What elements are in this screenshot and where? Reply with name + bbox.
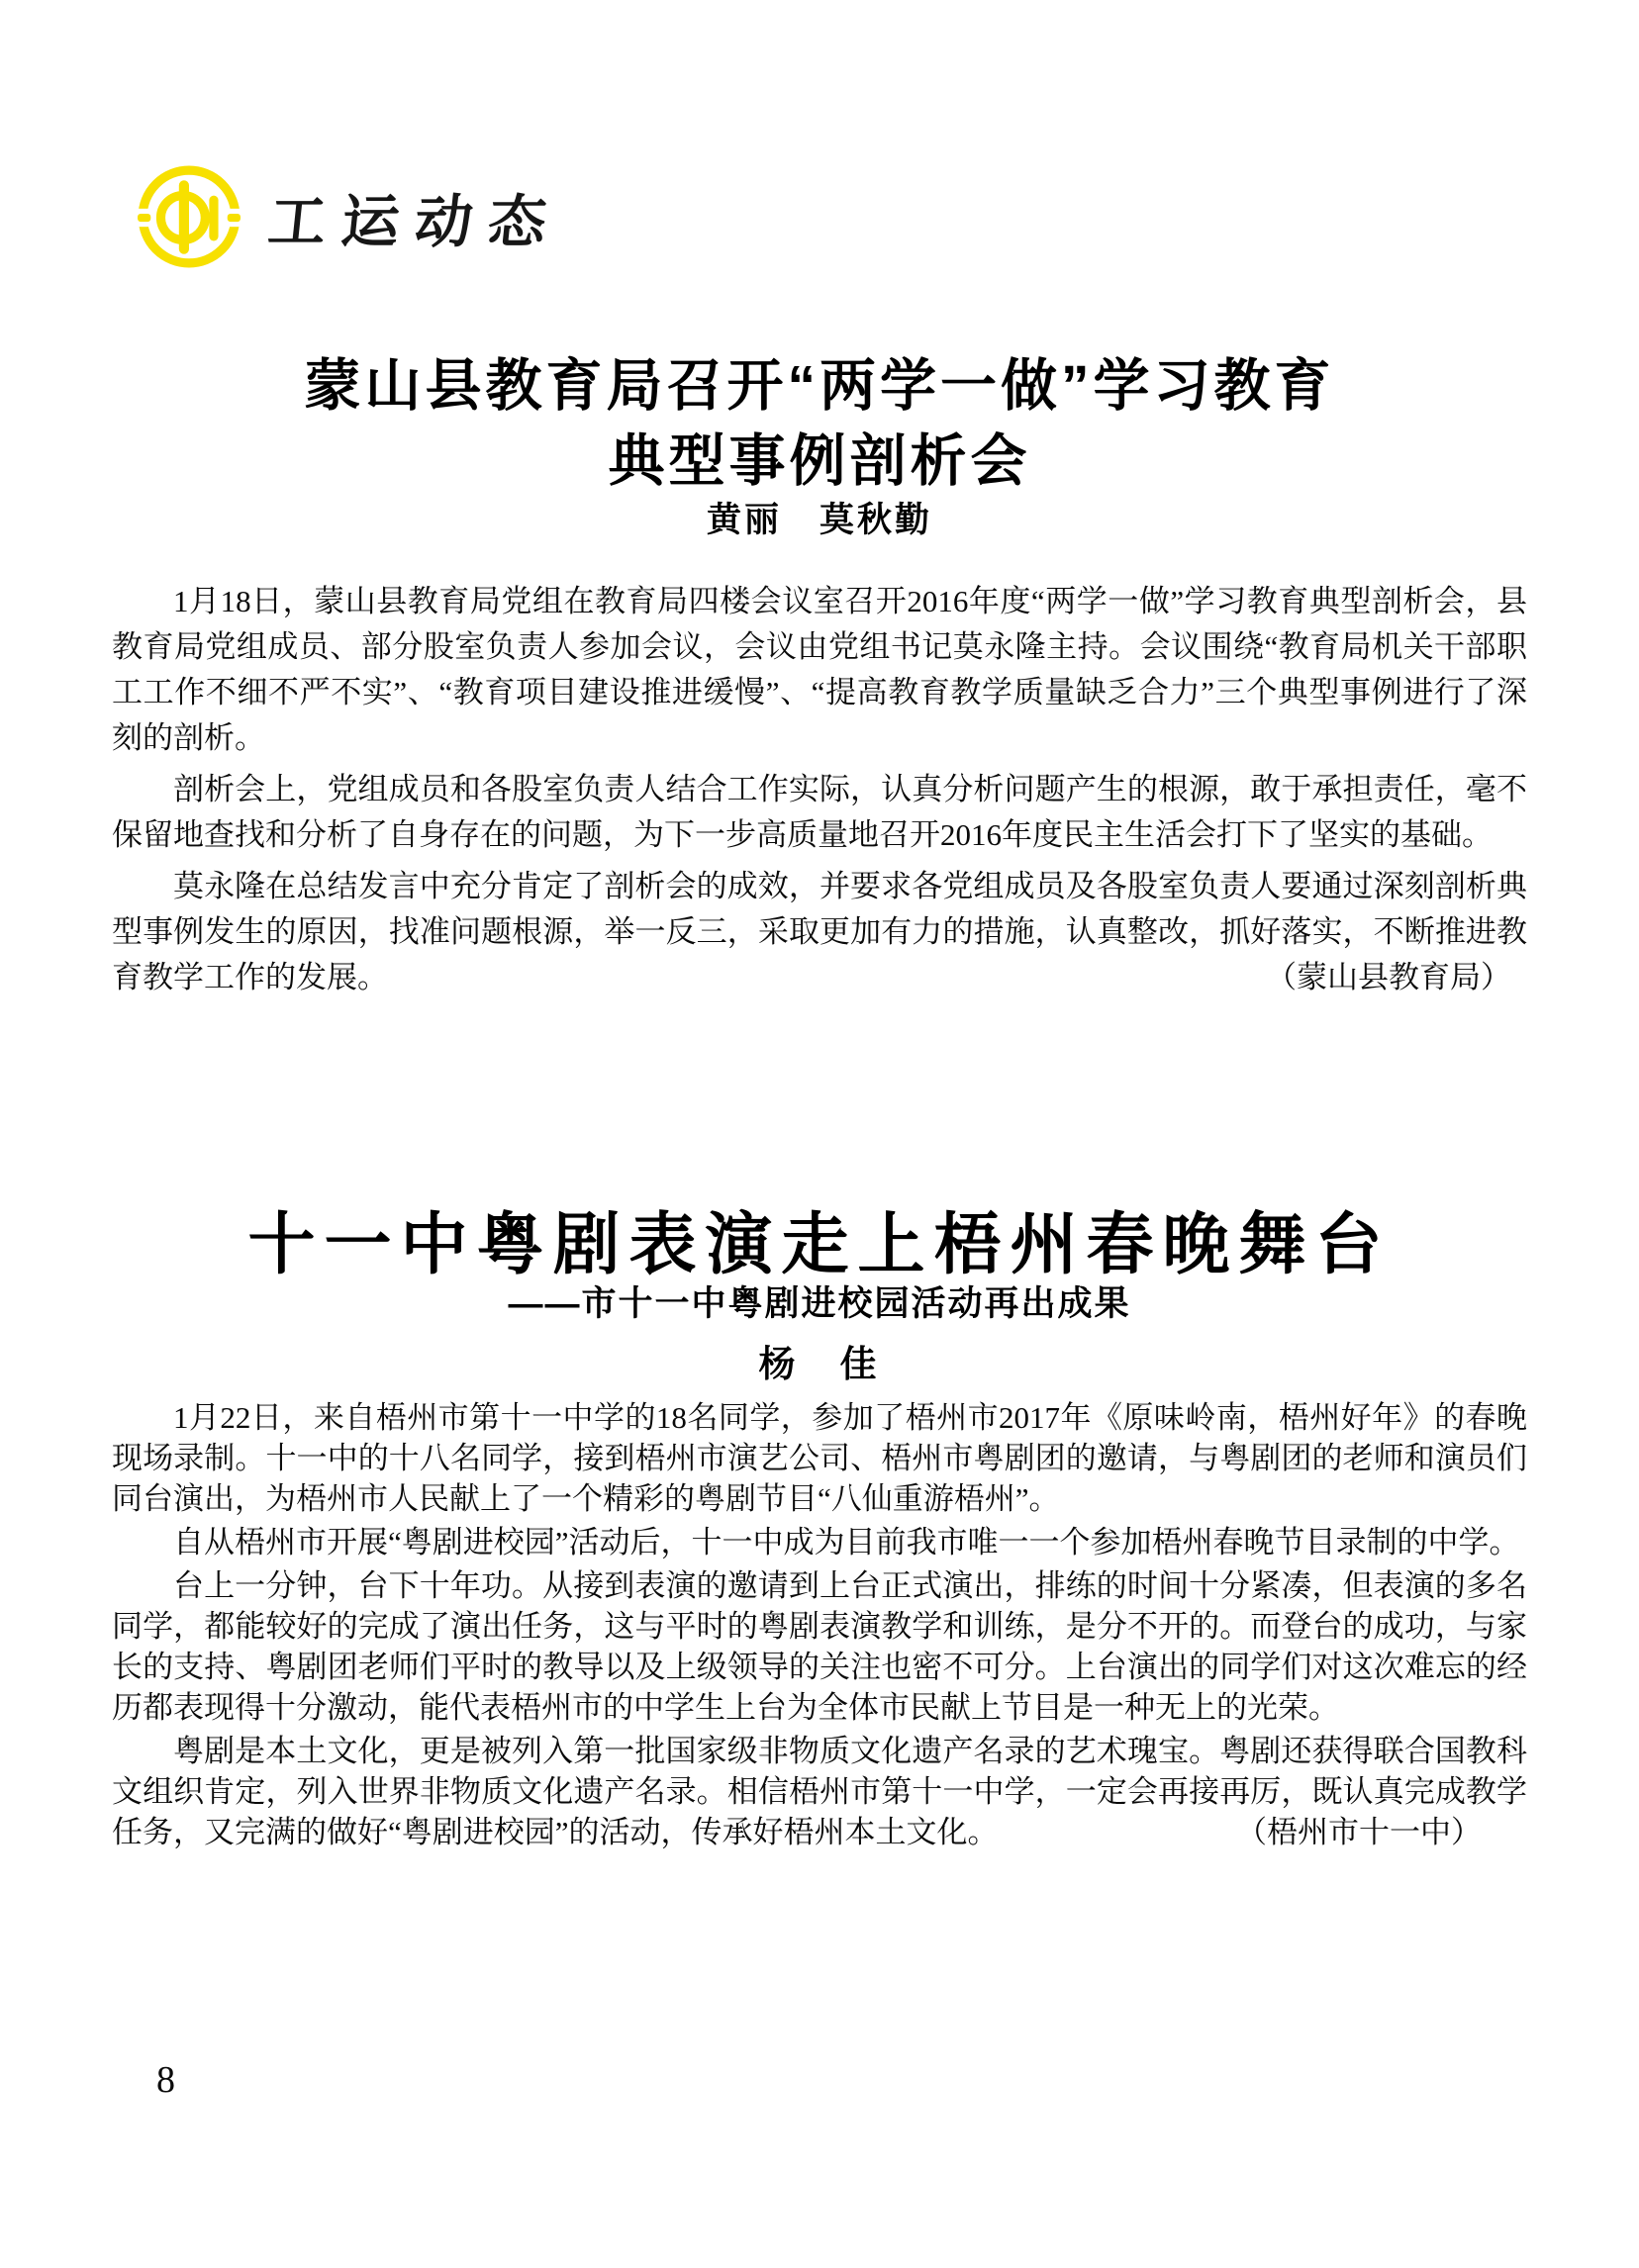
article2-body — [112, 1397, 1527, 1855]
article1-authors: 黄丽 莫秋勤 — [706, 501, 932, 539]
trade-union-emblem-icon — [137, 164, 241, 269]
article1-paragraph-1: 1月18日，蒙山县教育局党组在教育局四楼会议室召开2016年度“两学一做”学习教育典型剖析会，县教育局党组成员、部分股室负责人参加会议，会议由党组书记莫永隆主持。会议围绕“教育局机关干部职工工作不细不严不实”、“教育项目建设推进缓慢”、“提高教育教学质量缺乏合力”三个典型事例进行了深刻的剖析。 — [112, 584, 1527, 755]
article2-title: 十一中粤剧表演走上梧州春晚舞台 — [247, 1206, 1392, 1282]
article2-subtitle: ——市十一中粤剧进校园活动再出成果 — [508, 1284, 1131, 1323]
masthead — [137, 164, 565, 269]
article1-title-line2: 典型事例剖析会 — [608, 429, 1031, 494]
article2-attribution: （梧州市十一中） — [1236, 1815, 1482, 1849]
article1-paragraph-3 — [112, 864, 1527, 1000]
article1-paragraph-2: 剖析会上，党组成员和各股室负责人结合工作实际，认真分析问题产生的根源，敢于承担责任，毫不保留地查找和分析了自身存在的问题，为下一步高质量地召开2016年度民主生活会打下了坚实的基础。 — [112, 772, 1527, 852]
article1-attribution: （蒙山县教育局） — [1266, 960, 1511, 994]
article2-paragraph-3: 台上一分钟，台下十年功。从接到表演的邀请到上台正式演出，排练的时间十分紧凑，但表演的多名同学，都能较好的完成了演出任务，这与平时的粤剧表演教学和训练，是分不开的。而登台的成功，与家长的支持、粤剧团老师们平时的教导以及上级领导的关注也密不可分。上台演出的同学们对这次难忘的经历都表现得十分激动，能代表梧州市的中学生上台为全体市民献上节目是一种无上的光荣。 — [112, 1568, 1527, 1725]
article1-body — [112, 579, 1527, 1006]
article2-paragraph-4 — [112, 1731, 1527, 1852]
article2-paragraph-1: 1月22日，来自梧州市第十一中学的18名同学，参加了梧州市2017年《原味岭南，梧州好年》的春晚现场录制。十一中的十八名同学，接到梧州市演艺公司、梧州市粤剧团的邀请，与粤剧团的老师和演员们同台演出，为梧州市人民献上了一个精彩的粤剧节目“八仙重游梧州”。 — [112, 1400, 1527, 1516]
article2-paragraph-4-text: 粤剧是本土文化，更是被列入第一批国家级非物质文化遗产名录的艺术瑰宝。粤剧还获得联合国教科文组织肯定，列入世界非物质文化遗产名录。相信梧州市第十一中学，一定会再接再厉，既认真完成教学任务，又完满的做好“粤剧进校园”的活动，传承好梧州本土文化。 — [112, 1734, 1527, 1849]
article2-paragraph-2: 自从梧州市开展“粤剧进校园”活动后，十一中成为目前我市唯一一个参加梧州春晚节目录制的中学。 — [173, 1525, 1520, 1559]
section-title: 工运动态 — [265, 190, 565, 254]
page-number: 8 — [156, 2059, 175, 2101]
article1-title — [0, 348, 1639, 499]
article1-paragraph-3-text: 莫永隆在总结发言中充分肯定了剖析会的成效，并要求各党组成员及各股室负责人要通过深刻剖析典型事例发生的原因，找准问题根源，举一反三，采取更加有力的措施，认真整改，抓好落实，不断推进教育教学工作的发展。 — [112, 869, 1527, 994]
article1-title-line1: 蒙山县教育局召开“两学一做”学习教育 — [304, 354, 1335, 419]
article2-author: 杨 佳 — [758, 1344, 881, 1384]
